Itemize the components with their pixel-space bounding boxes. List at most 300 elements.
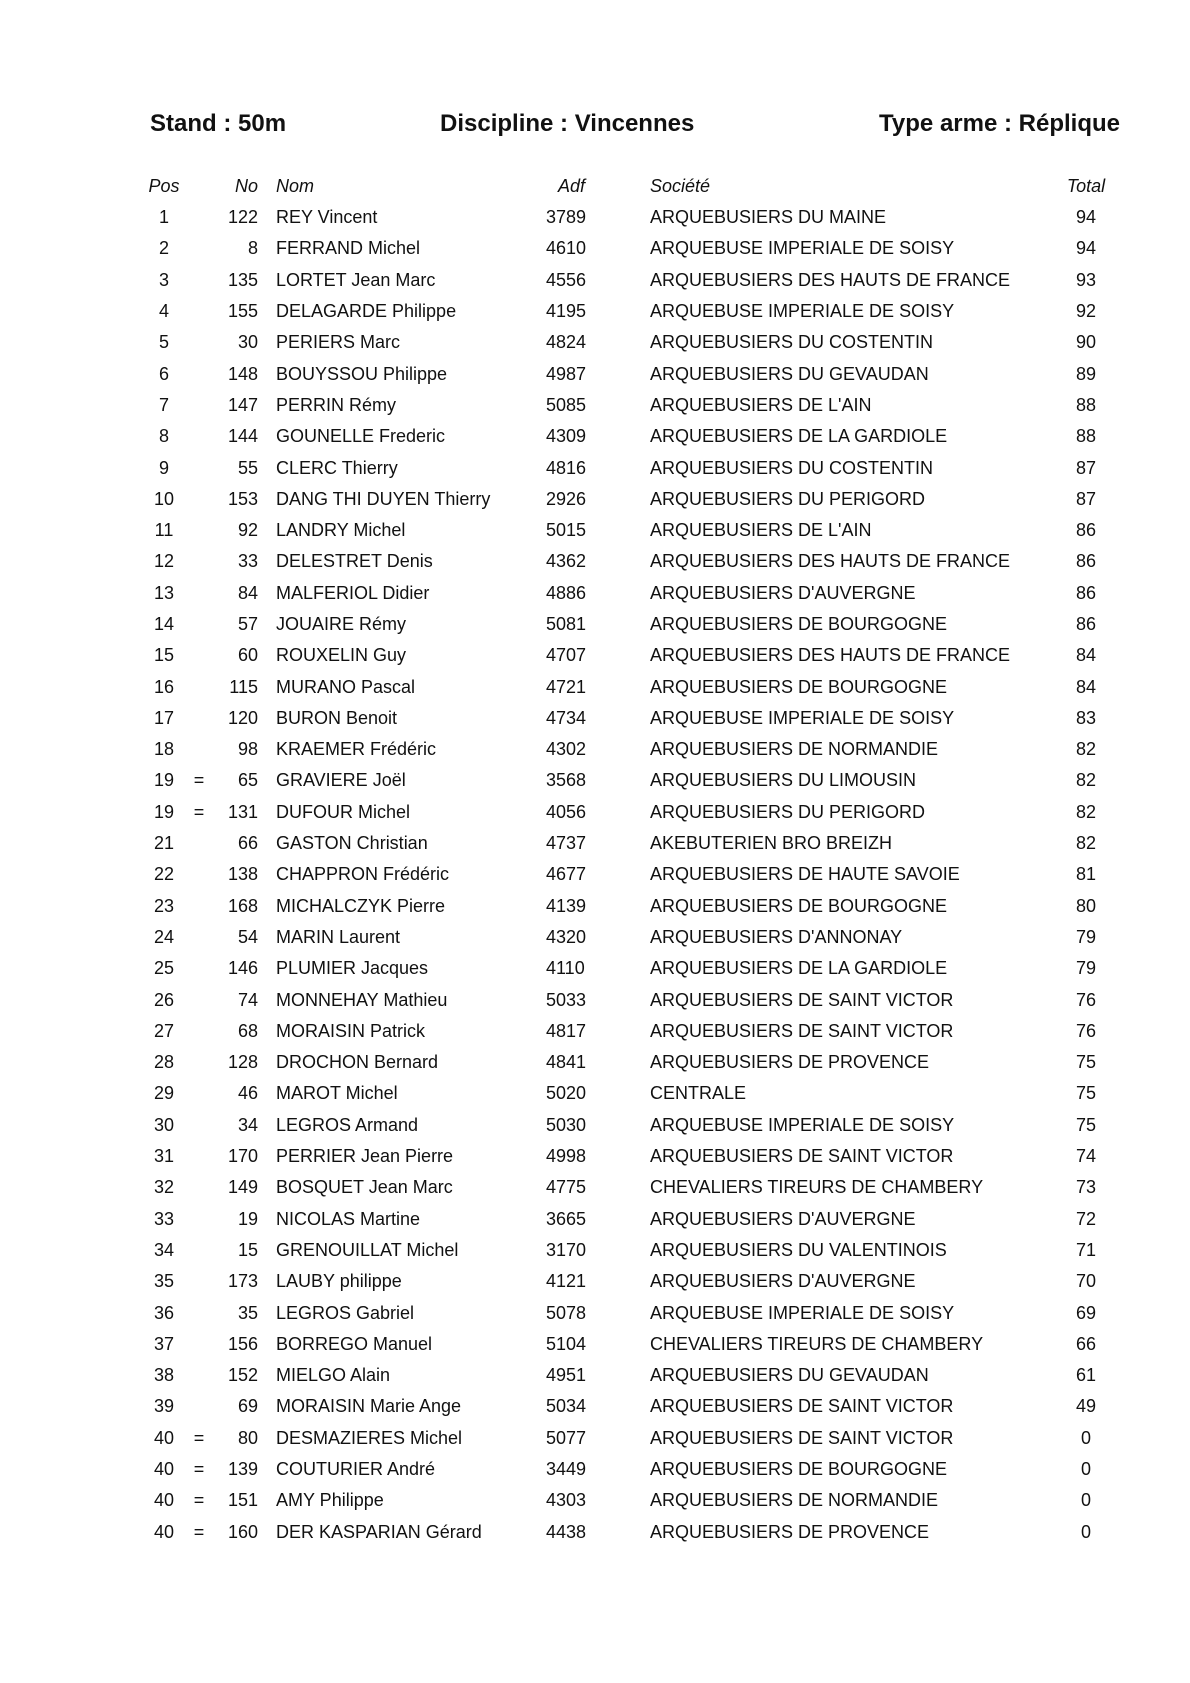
cell-no: 84 [237, 582, 258, 603]
cell-societe: ARQUEBUSIERS DE BOURGOGNE [650, 676, 948, 697]
table-row [140, 578, 1122, 609]
cell-pos: 6 [158, 363, 169, 384]
cell-nom: BORREGO Manuel [276, 1333, 433, 1354]
cell-societe: ARQUEBUSIERS DU PERIGORD [650, 488, 926, 509]
cell-total: 93 [1075, 269, 1097, 290]
cell-nom: MORAISIN Marie Ange [276, 1396, 462, 1417]
cell-total: 88 [1075, 426, 1097, 447]
cell-total: 61 [1075, 1365, 1097, 1386]
cell-societe: ARQUEBUSE IMPERIALE DE SOISY [650, 1114, 955, 1135]
cell-no: 66 [237, 833, 258, 854]
cell-pos: 7 [158, 394, 169, 415]
table-row [140, 546, 1122, 577]
cell-societe: ARQUEBUSIERS D'ANNONAY [650, 926, 903, 947]
cell-nom: LORTET Jean Marc [276, 269, 436, 290]
cell-pos: 9 [158, 457, 169, 478]
table-row [140, 1141, 1122, 1172]
cell-tie [188, 891, 210, 922]
cell-total: 81 [1075, 864, 1097, 885]
cell-no: 151 [227, 1490, 258, 1511]
table-row [140, 734, 1122, 765]
cell-pos: 12 [153, 551, 175, 572]
cell-adf: 3449 [546, 1459, 587, 1480]
cell-no: 144 [227, 426, 258, 447]
cell-no: 139 [227, 1459, 258, 1480]
cell-no: 92 [237, 520, 258, 541]
cell-no: 128 [227, 1052, 258, 1073]
cell-pos: 40 [153, 1490, 175, 1511]
cell-no: 152 [227, 1365, 258, 1386]
cell-tie [188, 1360, 210, 1391]
table-row [140, 984, 1122, 1015]
cell-adf: 4438 [546, 1521, 587, 1542]
cell-pos: 40 [153, 1459, 175, 1480]
cell-total: 0 [1080, 1490, 1091, 1511]
cell-adf: 3170 [546, 1239, 587, 1260]
cell-adf: 5034 [546, 1396, 587, 1417]
cell-societe: ARQUEBUSIERS DE BOURGOGNE [650, 1459, 948, 1480]
cell-tie [188, 640, 210, 671]
cell-no: 60 [237, 645, 258, 666]
cell-adf: 4816 [546, 457, 587, 478]
cell-tie [188, 828, 210, 859]
cell-tie: = [193, 770, 205, 791]
cell-pos: 2 [158, 238, 169, 259]
cell-nom: LANDRY Michel [276, 520, 406, 541]
cell-adf: 3665 [546, 1208, 587, 1229]
cell-total: 66 [1075, 1333, 1097, 1354]
cell-adf: 4139 [546, 895, 587, 916]
cell-societe: ARQUEBUSIERS DE SAINT VICTOR [650, 1020, 954, 1041]
cell-total: 82 [1075, 770, 1097, 791]
cell-pos: 29 [153, 1083, 175, 1104]
cell-nom: LEGROS Armand [276, 1114, 419, 1135]
cell-societe: ARQUEBUSIERS DE PROVENCE [650, 1052, 930, 1073]
cell-societe: ARQUEBUSE IMPERIALE DE SOISY [650, 707, 955, 728]
cell-adf: 4707 [546, 645, 587, 666]
col-header-pos: Pos [148, 175, 180, 196]
results-body [140, 202, 1122, 1548]
cell-no: 160 [227, 1521, 258, 1542]
table-row [140, 421, 1122, 452]
cell-pos: 18 [153, 739, 175, 760]
table-row [140, 765, 1122, 796]
cell-no: 135 [227, 269, 258, 290]
cell-nom: MALFERIOL Didier [276, 582, 430, 603]
cell-adf: 4610 [546, 238, 587, 259]
cell-adf: 5081 [546, 614, 587, 634]
cell-total: 0 [1080, 1459, 1091, 1480]
cell-total: 80 [1075, 895, 1097, 916]
table-row [140, 609, 1122, 640]
table-row [140, 452, 1122, 483]
cell-total: 87 [1075, 457, 1097, 478]
cell-total: 88 [1075, 394, 1097, 415]
cell-total: 90 [1075, 332, 1097, 353]
cell-total: 71 [1075, 1239, 1097, 1260]
cell-nom: MURANO Pascal [276, 676, 416, 697]
cell-total: 73 [1075, 1177, 1097, 1198]
cell-nom: NICOLAS Martine [276, 1208, 421, 1229]
cell-nom: MARIN Laurent [276, 926, 401, 947]
cell-adf: 5030 [546, 1114, 587, 1135]
cell-societe: ARQUEBUSIERS DE BOURGOGNE [650, 614, 948, 634]
cell-societe: ARQUEBUSIERS DES HAUTS DE FRANCE [650, 645, 1011, 666]
cell-tie [188, 265, 210, 296]
cell-nom: GRENOUILLAT Michel [276, 1239, 459, 1260]
cell-nom: DER KASPARIAN Gérard [276, 1521, 482, 1542]
stand-title: Stand : 50m [150, 110, 287, 137]
cell-tie [188, 671, 210, 702]
cell-pos: 15 [153, 645, 175, 666]
cell-societe: ARQUEBUSIERS DE SAINT VICTOR [650, 1396, 954, 1417]
cell-tie [188, 1016, 210, 1047]
cell-pos: 17 [153, 707, 175, 728]
cell-pos: 24 [153, 926, 175, 947]
cell-adf: 4824 [546, 332, 587, 353]
cell-adf: 4056 [546, 801, 587, 822]
table-row [140, 859, 1122, 890]
cell-nom: MAROT Michel [276, 1083, 398, 1104]
cell-no: 30 [237, 332, 258, 353]
table-row [140, 1266, 1122, 1297]
cell-pos: 19 [153, 801, 175, 822]
cell-tie [188, 984, 210, 1015]
cell-tie [188, 1047, 210, 1078]
cell-pos: 14 [153, 614, 175, 634]
cell-total: 92 [1075, 301, 1097, 322]
cell-pos: 35 [153, 1271, 175, 1292]
cell-nom: REY Vincent [276, 207, 378, 228]
cell-tie: = [193, 1521, 205, 1542]
table-row [140, 1485, 1122, 1516]
cell-no: 156 [227, 1333, 258, 1354]
cell-nom: MORAISIN Patrick [276, 1020, 426, 1041]
cell-nom: JOUAIRE Rémy [276, 614, 407, 634]
weapon-type-title: Type arme : Réplique [879, 110, 1120, 137]
cell-total: 0 [1080, 1427, 1091, 1448]
cell-adf: 5085 [546, 394, 587, 415]
cell-societe: CHEVALIERS TIREURS DE CHAMBERY [650, 1333, 984, 1354]
col-header-no: No [234, 175, 258, 196]
cell-societe: ARQUEBUSIERS DU VALENTINOIS [650, 1239, 947, 1260]
cell-societe: ARQUEBUSIERS DE HAUTE SAVOIE [650, 864, 960, 885]
cell-no: 98 [237, 739, 258, 760]
cell-total: 76 [1075, 989, 1097, 1010]
cell-total: 69 [1075, 1302, 1097, 1323]
cell-no: 54 [237, 926, 258, 947]
table-row [140, 265, 1122, 296]
cell-pos: 38 [153, 1365, 175, 1386]
cell-total: 75 [1075, 1052, 1097, 1073]
cell-tie [188, 1078, 210, 1109]
cell-tie [188, 1235, 210, 1266]
cell-tie [188, 609, 210, 640]
cell-societe: ARQUEBUSIERS DU LIMOUSIN [650, 770, 917, 791]
table-header-row [140, 170, 1122, 202]
cell-societe: ARQUEBUSIERS DU MAINE [650, 207, 887, 228]
cell-tie [188, 421, 210, 452]
cell-nom: FERRAND Michel [276, 238, 421, 259]
cell-adf: 4737 [546, 833, 587, 854]
table-row [140, 1047, 1122, 1078]
table-row [140, 1172, 1122, 1203]
cell-pos: 25 [153, 958, 175, 979]
cell-adf: 3789 [546, 207, 587, 228]
cell-nom: BOSQUET Jean Marc [276, 1177, 453, 1198]
table-row [140, 390, 1122, 421]
cell-tie [188, 1172, 210, 1203]
table-row [140, 515, 1122, 546]
cell-nom: GRAVIERE Joël [276, 770, 406, 791]
cell-no: 74 [237, 989, 258, 1010]
cell-adf: 4302 [546, 739, 587, 760]
cell-total: 75 [1075, 1114, 1097, 1135]
cell-adf: 5020 [546, 1083, 587, 1104]
table-row [140, 640, 1122, 671]
table-row [140, 1423, 1122, 1454]
cell-no: 46 [237, 1083, 258, 1104]
col-header-total: Total [1066, 175, 1106, 196]
cell-pos: 23 [153, 895, 175, 916]
cell-nom: MICHALCZYK Pierre [276, 895, 446, 916]
cell-no: 122 [227, 207, 258, 228]
cell-tie [188, 296, 210, 327]
cell-societe: ARQUEBUSIERS DE SAINT VICTOR [650, 1146, 954, 1167]
cell-adf: 4951 [546, 1365, 587, 1386]
cell-no: 34 [237, 1114, 258, 1135]
cell-pos: 39 [153, 1396, 175, 1417]
cell-total: 86 [1075, 520, 1097, 541]
cell-total: 82 [1075, 739, 1097, 760]
table-row [140, 1204, 1122, 1235]
cell-pos: 11 [154, 520, 174, 541]
cell-adf: 5015 [546, 520, 587, 541]
cell-pos: 21 [153, 833, 175, 854]
cell-no: 173 [227, 1271, 258, 1292]
cell-pos: 40 [153, 1521, 175, 1542]
discipline-title: Discipline : Vincennes [440, 110, 695, 137]
cell-tie [188, 1297, 210, 1328]
cell-adf: 4110 [546, 958, 585, 979]
cell-adf: 4556 [546, 269, 587, 290]
cell-no: 153 [227, 488, 258, 509]
cell-no: 168 [227, 895, 258, 916]
table-row [140, 1235, 1122, 1266]
cell-adf: 4320 [546, 926, 587, 947]
cell-total: 74 [1075, 1146, 1097, 1167]
cell-tie: = [193, 1490, 205, 1511]
cell-tie [188, 953, 210, 984]
cell-nom: BOUYSSOU Philippe [276, 363, 448, 384]
cell-nom: CLERC Thierry [276, 457, 398, 478]
cell-adf: 4362 [546, 551, 587, 572]
table-row [140, 358, 1122, 389]
cell-societe: ARQUEBUSE IMPERIALE DE SOISY [650, 301, 955, 322]
cell-adf: 4817 [546, 1020, 587, 1041]
cell-no: 131 [227, 801, 258, 822]
cell-nom: DELAGARDE Philippe [276, 301, 457, 322]
cell-total: 94 [1075, 207, 1097, 228]
cell-no: 19 [237, 1208, 258, 1229]
cell-no: 68 [237, 1020, 258, 1041]
cell-pos: 3 [158, 269, 169, 290]
cell-nom: CHAPPRON Frédéric [276, 864, 450, 885]
cell-adf: 4303 [546, 1490, 587, 1511]
table-row [140, 922, 1122, 953]
cell-nom: COUTURIER André [276, 1459, 436, 1480]
cell-total: 0 [1080, 1521, 1091, 1542]
cell-adf: 4195 [546, 301, 587, 322]
cell-total: 82 [1075, 801, 1097, 822]
cell-societe: ARQUEBUSE IMPERIALE DE SOISY [650, 238, 955, 259]
cell-total: 70 [1075, 1271, 1097, 1292]
cell-societe: ARQUEBUSIERS DE NORMANDIE [650, 1490, 939, 1511]
cell-pos: 8 [158, 426, 169, 447]
cell-no: 57 [237, 614, 258, 634]
cell-nom: LAUBY philippe [276, 1271, 402, 1292]
cell-tie [188, 233, 210, 264]
cell-pos: 34 [153, 1239, 175, 1260]
cell-societe: ARQUEBUSIERS DU COSTENTIN [650, 332, 934, 353]
cell-pos: 22 [153, 864, 175, 885]
table-row [140, 202, 1122, 233]
cell-pos: 1 [158, 207, 169, 228]
cell-total: 79 [1075, 958, 1097, 979]
cell-tie [188, 1141, 210, 1172]
cell-tie [188, 452, 210, 483]
cell-pos: 19 [153, 770, 175, 791]
cell-pos: 4 [158, 301, 169, 322]
cell-total: 79 [1075, 926, 1097, 947]
cell-no: 170 [227, 1146, 258, 1167]
cell-nom: DELESTRET Denis [276, 551, 433, 572]
cell-no: 146 [227, 958, 258, 979]
table-row [140, 891, 1122, 922]
cell-nom: PERIERS Marc [276, 332, 401, 353]
cell-tie [188, 1391, 210, 1422]
cell-total: 94 [1075, 238, 1097, 259]
cell-pos: 26 [153, 989, 175, 1010]
cell-societe: ARQUEBUSIERS DES HAUTS DE FRANCE [650, 551, 1011, 572]
cell-tie [188, 358, 210, 389]
cell-total: 82 [1075, 833, 1097, 854]
cell-societe: AKEBUTERIEN BRO BREIZH [650, 833, 893, 854]
cell-total: 84 [1075, 645, 1097, 666]
cell-nom: DANG THI DUYEN Thierry [276, 488, 491, 509]
cell-nom: BURON Benoit [276, 707, 398, 728]
cell-no: 155 [227, 301, 258, 322]
cell-tie [188, 922, 210, 953]
cell-no: 138 [227, 864, 258, 885]
cell-societe: ARQUEBUSIERS DE PROVENCE [650, 1521, 930, 1542]
cell-societe: ARQUEBUSIERS DE LA GARDIOLE [650, 426, 948, 447]
table-row [140, 828, 1122, 859]
cell-societe: ARQUEBUSIERS D'AUVERGNE [650, 582, 916, 603]
cell-no: 55 [237, 457, 258, 478]
cell-societe: ARQUEBUSE IMPERIALE DE SOISY [650, 1302, 955, 1323]
cell-no: 65 [237, 770, 258, 791]
cell-tie [188, 515, 210, 546]
cell-nom: ROUXELIN Guy [276, 645, 407, 666]
cell-nom: DROCHON Bernard [276, 1052, 439, 1073]
table-row [140, 1110, 1122, 1141]
table-row [140, 797, 1122, 828]
cell-adf: 5077 [546, 1427, 587, 1448]
cell-societe: ARQUEBUSIERS DE SAINT VICTOR [650, 989, 954, 1010]
cell-pos: 27 [153, 1020, 175, 1041]
table-row [140, 327, 1122, 358]
cell-pos: 16 [153, 676, 175, 697]
cell-tie [188, 202, 210, 233]
cell-nom: KRAEMER Frédéric [276, 739, 437, 760]
cell-adf: 4775 [546, 1177, 587, 1198]
cell-societe: ARQUEBUSIERS DE LA GARDIOLE [650, 958, 948, 979]
cell-adf: 2926 [546, 488, 587, 509]
cell-nom: GOUNELLE Frederic [276, 426, 446, 447]
cell-no: 147 [227, 394, 258, 415]
cell-tie [188, 327, 210, 358]
cell-adf: 5078 [546, 1302, 587, 1323]
cell-societe: ARQUEBUSIERS DU GEVAUDAN [650, 1365, 929, 1386]
cell-pos: 40 [153, 1427, 175, 1448]
cell-adf: 4987 [546, 363, 587, 384]
table-row [140, 296, 1122, 327]
cell-no: 8 [247, 238, 258, 259]
cell-total: 49 [1075, 1396, 1097, 1417]
cell-no: 35 [237, 1302, 258, 1323]
cell-nom: DESMAZIERES Michel [276, 1427, 463, 1448]
cell-societe: ARQUEBUSIERS DE L'AIN [650, 394, 872, 415]
col-header-tie [188, 170, 210, 202]
cell-nom: PERRIER Jean Pierre [276, 1146, 454, 1167]
cell-tie [188, 578, 210, 609]
results-table [140, 170, 1122, 1548]
cell-nom: DUFOUR Michel [276, 801, 411, 822]
table-row [140, 1454, 1122, 1485]
cell-no: 149 [227, 1177, 258, 1198]
cell-nom: LEGROS Gabriel [276, 1302, 415, 1323]
cell-no: 115 [229, 676, 258, 697]
cell-total: 86 [1075, 614, 1097, 634]
cell-societe: ARQUEBUSIERS DE L'AIN [650, 520, 872, 541]
cell-tie [188, 734, 210, 765]
cell-no: 80 [237, 1427, 258, 1448]
table-row [140, 1297, 1122, 1328]
cell-adf: 3568 [546, 770, 587, 791]
cell-adf: 5033 [546, 989, 587, 1010]
cell-no: 15 [237, 1239, 258, 1260]
cell-total: 75 [1075, 1083, 1097, 1104]
table-row [140, 953, 1122, 984]
cell-total: 83 [1075, 707, 1097, 728]
table-row [140, 671, 1122, 702]
cell-tie [188, 703, 210, 734]
cell-pos: 30 [153, 1114, 175, 1135]
cell-adf: 4841 [546, 1052, 587, 1073]
cell-societe: ARQUEBUSIERS DU PERIGORD [650, 801, 926, 822]
cell-total: 84 [1075, 676, 1097, 697]
table-row [140, 1391, 1122, 1422]
cell-adf: 5104 [546, 1333, 587, 1354]
cell-tie [188, 1266, 210, 1297]
cell-no: 69 [237, 1396, 258, 1417]
cell-tie [188, 484, 210, 515]
cell-tie [188, 1329, 210, 1360]
col-header-nom: Nom [276, 175, 315, 196]
cell-tie [188, 390, 210, 421]
cell-total: 86 [1075, 582, 1097, 603]
